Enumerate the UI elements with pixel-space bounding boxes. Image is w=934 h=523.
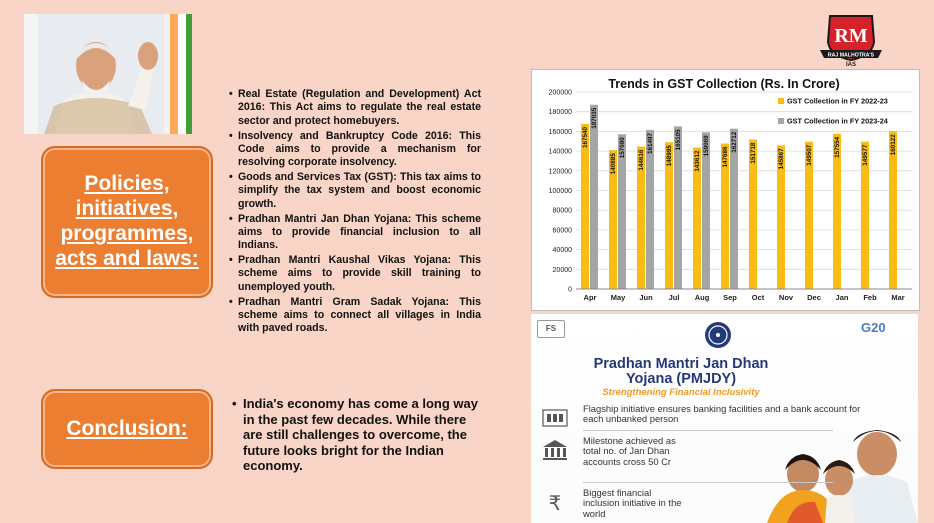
x-tick-label: Jan (835, 293, 849, 302)
y-tick-label: 200000 (548, 89, 572, 97)
g20-badge-text: G20 (861, 320, 886, 335)
x-tick-label: Jun (639, 293, 653, 302)
person-waving-image (24, 14, 192, 134)
pmjdy-poster (531, 314, 918, 523)
bar-data-label: 143612 (694, 150, 702, 172)
gst-chart (531, 69, 920, 311)
shield-logo-icon (818, 12, 884, 70)
chart-title: Trends in GST Collection (Rs. In Crore) (608, 77, 840, 91)
policy-item: • Pradhan Mantri Gram Sadak Yojana: This scheme aims to connect all villages in India with paved roads. (229, 296, 481, 336)
bar-data-label: 149507 (806, 144, 814, 166)
policy-item: • Insolvency and Bankruptcy Code 2016: This Code aims to provide a mechanism for resolving corporate insolvency. (229, 130, 481, 170)
policy-item: • Goods and Services Tax (GST): This tax aims to simplify the tax system and boost economic growth. (229, 171, 481, 211)
bar-data-label: 144616 (638, 149, 646, 171)
x-tick-label: May (610, 293, 626, 302)
svg-text:RAJ MALHOTRA'S: RAJ MALHOTRA'S (827, 52, 875, 59)
x-tick-label: Mar (891, 293, 905, 302)
x-tick-label: Apr (583, 293, 597, 302)
y-tick-label: 40000 (552, 247, 572, 255)
fs-badge-text: FS (545, 324, 557, 333)
poster-item-text: Flagship initiative ensures banking facilities and a bank account for each unbanked person (583, 403, 861, 425)
x-tick-label: Sep (723, 293, 737, 302)
poster-item (539, 434, 899, 468)
x-tick-label: Oct (751, 293, 765, 302)
g20-badge (861, 320, 886, 335)
bar-data-label: 187035 (591, 107, 599, 129)
bar-data-label: 145867 (778, 148, 786, 170)
poster-title-line1: Pradhan Mantri Jan Dhan (593, 356, 769, 372)
y-tick-label: 160000 (548, 128, 572, 136)
policy-item: • Real Estate (Regulation and Development) Act 2016: This Act aims to regulate the real estate sector and protect homebuyers. (229, 88, 481, 128)
bar-data-label: 167540 (582, 126, 590, 148)
y-tick-label: 180000 (548, 109, 572, 117)
conclusion-item: • India's economy has come a long way in the past few decades. While there are still challenges to overcome, the future looks bright for the Indian economy. (232, 396, 484, 474)
x-tick-label: Jul (668, 293, 680, 302)
bar-data-label: 147686 (722, 146, 730, 168)
legend-swatch (778, 118, 784, 124)
bank-building-icon (541, 438, 569, 462)
policies-heading-box (41, 146, 213, 298)
poster-item-text: Milestone achieved as total no. of Jan Dhan accounts cross 50 Cr (583, 435, 676, 467)
bank-icon (541, 406, 569, 430)
x-tick-label: Feb (863, 293, 877, 302)
bar-data-label: 157554 (834, 136, 842, 158)
legend-label: GST Collection in FY 2023-24 (787, 116, 888, 126)
svg-text:IAS: IAS (845, 62, 857, 68)
poster-subtitle: Strengthening Financial Inclusivity (602, 387, 760, 398)
bar-data-label: 160122 (890, 134, 898, 156)
conclusion-list (232, 396, 484, 474)
bar-data-label: 159069 (703, 135, 711, 157)
poster-title-line2: Yojana (PMJDY) (625, 371, 737, 387)
svg-text:₹: ₹ (548, 491, 562, 514)
bar-data-label: 149577 (862, 144, 870, 166)
brand-logo (818, 12, 884, 70)
fs-badge (537, 320, 565, 338)
legend-swatch (778, 98, 784, 104)
y-tick-label: 120000 (548, 168, 572, 176)
x-tick-label: Nov (778, 293, 794, 302)
gst-bar-chart (532, 70, 919, 310)
conclusion-heading: Conclusion: (66, 416, 188, 440)
y-tick-label: 140000 (548, 148, 572, 156)
policy-item: • Pradhan Mantri Kaushal Vikas Yojana: This scheme aims to provide skill training to unemployed youth. (229, 254, 481, 294)
bar-data-label: 165105 (675, 129, 683, 151)
poster-item-text: Biggest financial inclusion initiative in the world (583, 487, 682, 519)
legend-label: GST Collection in FY 2022-23 (787, 96, 888, 106)
bar-data-label: 162712 (731, 131, 739, 153)
svg-text:RM: RM (834, 25, 868, 47)
y-tick-label: 80000 (552, 207, 572, 215)
rupee-icon (541, 490, 569, 514)
x-tick-label: Aug (694, 293, 710, 302)
emblem-icon (701, 320, 735, 350)
policies-list (229, 88, 481, 337)
bar-data-label: 157090 (619, 137, 627, 159)
y-tick-label: 60000 (552, 227, 572, 235)
bar (590, 105, 598, 289)
policy-item: • Pradhan Mantri Jan Dhan Yojana: This scheme aims to provide financial inclusion to all Indians. (229, 213, 481, 253)
y-tick-label: 0 (568, 286, 572, 294)
policies-heading: Policies, initiatives, programmes, acts and laws: (55, 172, 199, 270)
x-tick-label: Dec (807, 293, 821, 302)
poster-item (539, 486, 899, 520)
leader-photo (24, 14, 192, 134)
bar-data-label: 151718 (750, 142, 758, 164)
bar-data-label: 140885 (610, 153, 618, 175)
y-tick-label: 100000 (548, 188, 572, 195)
bar-data-label: 161497 (647, 132, 655, 154)
conclusion-heading-box (41, 389, 213, 469)
bar-data-label: 148995 (666, 145, 674, 167)
y-tick-label: 20000 (552, 266, 572, 274)
